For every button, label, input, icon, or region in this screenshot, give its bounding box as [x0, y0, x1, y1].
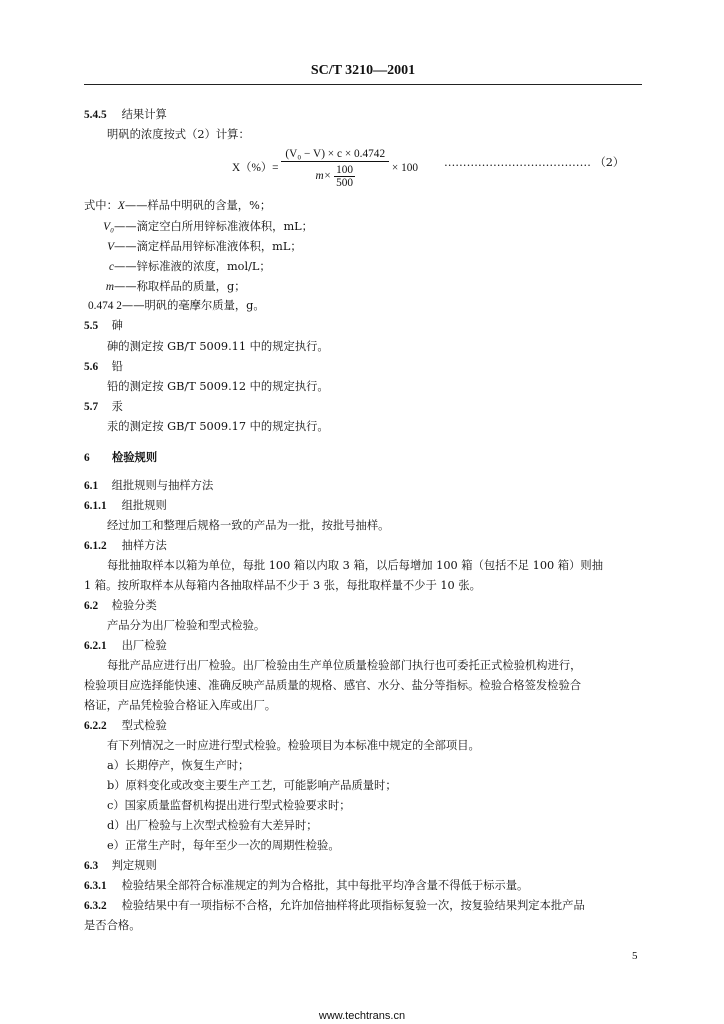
section-number: 6.2	[84, 600, 99, 612]
where-item-m	[68, 280, 246, 294]
where-item-v0	[68, 220, 313, 234]
where-symbol: V₀	[103, 221, 114, 233]
section-6-2-text: 产品分为出厂检验和型式检验。	[107, 619, 266, 632]
formula-numerator: (V₀ − V) × c × 0.4742	[281, 148, 389, 162]
mini-fraction-top: 100	[336, 164, 354, 176]
section-number: 6.3	[84, 860, 99, 872]
section-6-1-2-heading	[84, 539, 167, 553]
section-title: 组批规则	[121, 499, 167, 512]
section-number: 6.2.2	[84, 720, 107, 732]
formula-intro: 明矾的浓度按式（2）计算：	[107, 128, 250, 141]
section-5-5-heading	[84, 319, 123, 333]
section-5-6-heading	[84, 360, 123, 374]
section-6-2-1-line-1: 每批产品应进行出厂检验。出厂检验由生产单位质量检验部门执行也可委托正式检验机构进行，	[107, 659, 582, 672]
section-text: 检验结果全部符合标准规定的判为合格批，其中每批平均净含量不得低于标示量。	[121, 879, 529, 892]
section-6-3-2	[84, 899, 585, 913]
section-title: 判定规则	[111, 859, 157, 872]
section-6-3-2-line-2: 是否合格。	[84, 919, 141, 932]
section-6-1-2-line-1: 每批抽取样本以箱为单位，每批 100 箱以内取 3 箱，以后每增加 100 箱（包括不足 100 箱）则抽	[107, 559, 603, 572]
section-title: 铅	[111, 360, 123, 373]
section-title: 检验分类	[111, 599, 157, 612]
section-6-2-1-heading	[84, 639, 167, 653]
section-6-2-1-line-3: 格证，产品凭检验合格证入库或出厂。	[84, 699, 277, 712]
chapter-number: 6	[84, 452, 90, 464]
where-item-c	[68, 260, 271, 274]
section-number: 6.3.1	[84, 880, 107, 892]
list-item-b: b）原料变化或改变主要生产工艺，可能影响产品质量时；	[107, 779, 397, 792]
section-title: 型式检验	[121, 719, 167, 732]
section-number: 5.4.5	[84, 109, 107, 121]
formula-denominator-m: m×	[315, 170, 332, 183]
section-6-3-heading	[84, 859, 157, 873]
section-title: 结果计算	[121, 108, 167, 121]
section-number: 5.6	[84, 361, 99, 373]
section-5-5-text: 砷的测定按 GB/T 5009.11 中的规定执行。	[107, 340, 329, 353]
where-symbol: m	[105, 281, 114, 293]
page-number: 5	[632, 950, 638, 962]
section-title: 组批规则与抽样方法	[111, 479, 214, 492]
formula-fraction	[281, 148, 389, 189]
formula-multiplier: × 100	[391, 162, 419, 175]
section-number: 6.2.1	[84, 640, 107, 652]
section-number: 6.1.1	[84, 500, 107, 512]
formula-lhs: X（%）=	[232, 162, 279, 175]
where-description: ——称取样品的质量，g；	[114, 280, 246, 293]
mini-fraction-bottom: 500	[336, 177, 354, 189]
where-description: ——滴定样品用锌标准液体积，mL；	[114, 240, 302, 253]
section-6-1-heading	[84, 479, 213, 493]
section-6-2-2-heading	[84, 719, 167, 733]
list-item-c: c）国家质量监督机构提出进行型式检验要求时；	[107, 799, 351, 812]
section-title: 出厂检验	[121, 639, 167, 652]
section-text-line-1: 检验结果中有一项指标不合格，允许加倍抽样将此项指标复验一次，按复验结果判定本批产品	[121, 899, 585, 912]
section-number: 6.1.2	[84, 540, 107, 552]
section-number: 6.1	[84, 480, 99, 492]
where-symbol: X	[117, 200, 125, 212]
where-symbol: 0.474 2	[88, 300, 122, 312]
section-5-7-text: 汞的测定按 GB/T 5009.17 中的规定执行。	[107, 420, 329, 433]
where-prefix: 式中：	[84, 199, 118, 212]
where-description: ——样品中明矾的含量，%；	[124, 199, 272, 212]
equation-number: ………………………………… （2）	[444, 156, 625, 169]
list-item-a: a）长期停产，恢复生产时；	[107, 759, 250, 772]
where-description: ——明矾的毫摩尔质量，g。	[121, 299, 265, 312]
where-symbol: c	[108, 261, 114, 273]
chapter-6-heading	[84, 450, 157, 465]
header-divider	[84, 84, 642, 85]
section-number: 6.3.2	[84, 900, 107, 912]
standard-code-header: SC/T 3210—2001	[310, 63, 416, 78]
formula-2	[232, 148, 418, 189]
section-title: 汞	[111, 400, 123, 413]
where-item-constant	[88, 299, 265, 313]
section-5-6-text: 铅的测定按 GB/T 5009.12 中的规定执行。	[107, 380, 329, 393]
section-6-2-heading	[84, 599, 157, 613]
section-5-4-5-heading	[84, 108, 167, 122]
where-description: ——滴定空白所用锌标准液体积，mL；	[114, 220, 313, 233]
section-title: 砷	[111, 319, 123, 332]
section-6-1-1-heading	[84, 499, 167, 513]
where-item-x	[84, 199, 271, 213]
section-6-2-1-line-2: 检验项目应选择能快速、准确反映产品质量的规格、感官、水分、盐分等指标。检验合格签发检验合	[84, 679, 582, 692]
section-title: 抽样方法	[121, 539, 167, 552]
section-6-1-1-text: 经过加工和整理后规格一致的产品为一批，按批号抽样。	[107, 519, 390, 532]
where-item-v	[68, 240, 302, 254]
where-symbol: V	[107, 241, 114, 253]
section-6-2-2-text: 有下列情况之一时应进行型式检验。检验项目为本标准中规定的全部项目。	[107, 739, 480, 752]
section-6-1-2-line-2: 1 箱。按所取样本从每箱内各抽取样品不少于 3 张，每批取样量不少于 10 张。	[84, 579, 481, 592]
section-5-7-heading	[84, 400, 123, 414]
where-description: ——锌标准液的浓度，mol/L；	[114, 260, 271, 273]
chapter-title: 检验规则	[111, 450, 158, 464]
section-number: 5.5	[84, 320, 99, 332]
formula-mini-fraction	[334, 164, 355, 189]
section-number: 5.7	[84, 401, 99, 413]
list-item-e: e）正常生产时，每年至少一次的周期性检验。	[107, 839, 340, 852]
list-item-d: d）出厂检验与上次型式检验有大差异时；	[107, 819, 318, 832]
footer-url: www.techtrans.cn	[318, 1010, 406, 1022]
formula-denominator	[281, 162, 389, 189]
section-6-3-1	[84, 879, 528, 893]
